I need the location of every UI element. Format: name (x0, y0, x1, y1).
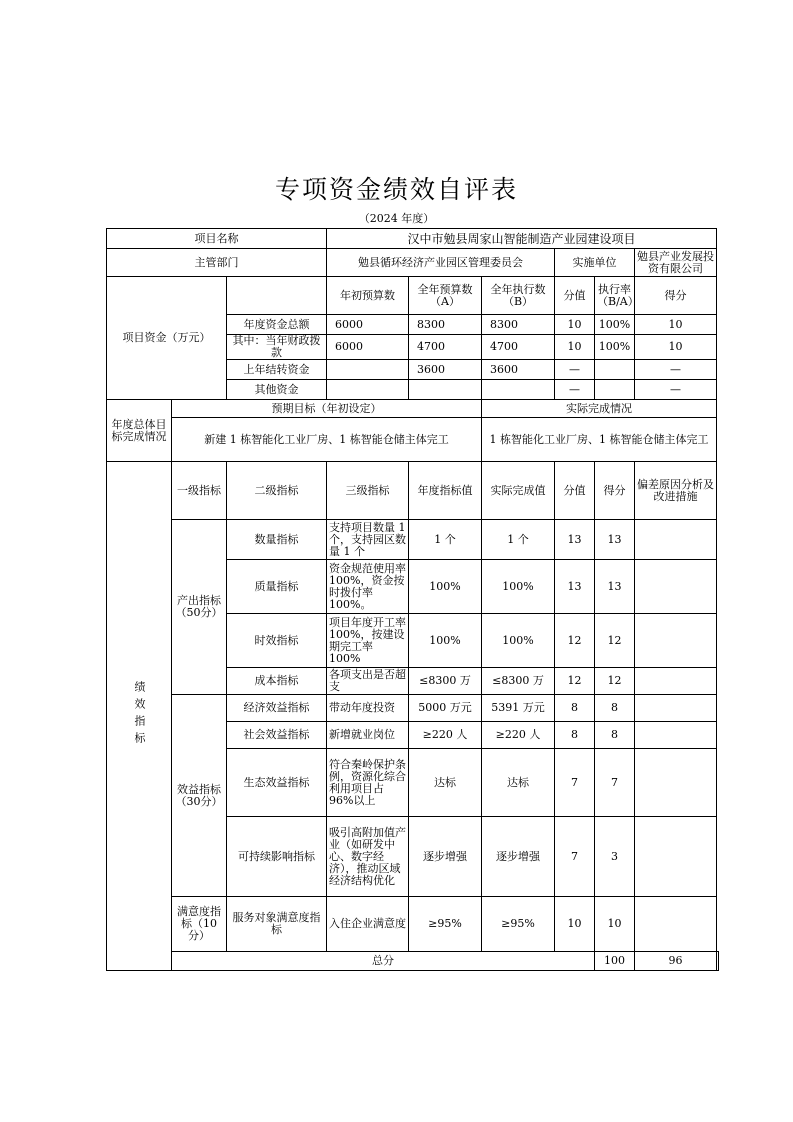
indicator-row (107, 520, 719, 560)
indicator-row (107, 897, 719, 952)
funds-cell: — (635, 360, 717, 380)
got-cell: 3 (595, 817, 635, 897)
actual-cell: 5391 万元 (482, 695, 555, 722)
score-cell: 13 (555, 560, 595, 614)
expected-goal: 新建 1 栋智能化工业厂房、1 栋智能仓储主体完工 (172, 418, 482, 462)
level1-cell: 效益指标（30分） (172, 695, 227, 897)
funds-cell: 3600 (482, 360, 555, 380)
actual-cell: 达标 (482, 749, 555, 817)
actual-goal: 1 栋智能化工业厂房、1 栋智能仓储主体完工 (482, 418, 717, 462)
project-name: 汉中市勉县周家山智能制造产业园建设项目 (327, 229, 717, 249)
level3-cell: 各项支出是否超支 (327, 668, 409, 695)
score-cell: 7 (555, 817, 595, 897)
target-cell: 1 个 (409, 520, 482, 560)
score-cell: 13 (555, 520, 595, 560)
indicator-row (107, 695, 719, 722)
funds-cell: 10 (555, 315, 595, 335)
level3-cell: 吸引高附加值产业（如研发中心、数字经济），推动区域经济结构优化 (327, 817, 409, 897)
page-title: 专项资金绩效自评表 (274, 175, 518, 204)
level2-cell: 数量指标 (227, 520, 327, 560)
funds-cell (482, 380, 555, 400)
funds-cell: 100% (595, 315, 635, 335)
funds-row-name: 其他资金 (227, 380, 327, 400)
funds-cell: 4700 (482, 335, 555, 360)
reason-cell (635, 695, 717, 722)
target-cell: ≥95% (409, 897, 482, 952)
ind-header: 得分 (595, 462, 635, 520)
level2-cell: 时效指标 (227, 614, 327, 668)
actual-cell: ≥220 人 (482, 722, 555, 749)
got-cell: 12 (595, 668, 635, 695)
level2-cell: 成本指标 (227, 668, 327, 695)
target-cell: 100% (409, 614, 482, 668)
reason-cell (635, 614, 717, 668)
dept-label: 主管部门 (107, 249, 327, 277)
funds-row-name: 其中：当年财政拨款 (227, 335, 327, 360)
funds-cell: — (555, 360, 595, 380)
indicators-label: 绩效指标 (107, 462, 172, 971)
funds-cell (595, 360, 635, 380)
level1-cell: 产出指标（50分） (172, 520, 227, 695)
evaluation-table (106, 228, 719, 971)
score-cell: 8 (555, 695, 595, 722)
goals-label: 年度总体目标完成情况 (107, 400, 172, 462)
reason-cell (635, 560, 717, 614)
project-name-label: 项目名称 (107, 229, 327, 249)
expected-header: 预期目标（年初设定） (172, 400, 482, 418)
funds-cell: 10 (555, 335, 595, 360)
funds-cell: 8300 (409, 315, 482, 335)
actual-cell: ≤8300 万 (482, 668, 555, 695)
level3-cell: 符合秦岭保护条例，资源化综合利用项目占 96%以上 (327, 749, 409, 817)
funds-cell (409, 380, 482, 400)
funds-row-name: 上年结转资金 (227, 360, 327, 380)
ind-header: 三级指标 (327, 462, 409, 520)
reason-cell (635, 749, 717, 817)
reason-cell (635, 668, 717, 695)
funds-cell: — (555, 380, 595, 400)
funds-cell: 10 (635, 315, 717, 335)
funds-header: 得分 (635, 277, 717, 315)
funds-cell (327, 360, 409, 380)
funds-header: 执行率（B/A） (595, 277, 635, 315)
level3-cell: 入住企业满意度 (327, 897, 409, 952)
target-cell: ≥220 人 (409, 722, 482, 749)
ind-header: 一级指标 (172, 462, 227, 520)
got-cell: 12 (595, 614, 635, 668)
level2-cell: 服务对象满意度指标 (227, 897, 327, 952)
funds-cell: — (635, 380, 717, 400)
funds-cell (327, 380, 409, 400)
ind-header: 实际完成值 (482, 462, 555, 520)
level3-cell: 带动年度投资 (327, 695, 409, 722)
target-cell: 100% (409, 560, 482, 614)
funds-label: 项目资金（万元） (107, 277, 227, 400)
funds-cell: 4700 (409, 335, 482, 360)
reason-cell (635, 722, 717, 749)
funds-cell (595, 380, 635, 400)
target-cell: 逐步增强 (409, 817, 482, 897)
unit-value: 勉县产业发展投资有限公司 (635, 249, 717, 277)
funds-cell: 6000 (327, 315, 409, 335)
level2-cell: 社会效益指标 (227, 722, 327, 749)
funds-header: 分值 (555, 277, 595, 315)
target-cell: 达标 (409, 749, 482, 817)
reason-cell (635, 817, 717, 897)
funds-cell: 100% (595, 335, 635, 360)
ind-header: 年度指标值 (409, 462, 482, 520)
year-note: （2024 年度） (358, 212, 435, 225)
got-cell: 7 (595, 749, 635, 817)
level1-cell: 满意度指标（10分） (172, 897, 227, 952)
level3-cell: 资金规范使用率 100%，资金按时拨付率 100%。 (327, 560, 409, 614)
target-cell: 5000 万元 (409, 695, 482, 722)
got-cell: 8 (595, 695, 635, 722)
got-cell: 13 (595, 560, 635, 614)
unit-label: 实施单位 (555, 249, 635, 277)
ind-header: 分值 (555, 462, 595, 520)
funds-cell: 10 (635, 335, 717, 360)
score-cell: 7 (555, 749, 595, 817)
got-cell: 8 (595, 722, 635, 749)
level3-cell: 项目年度开工率 100%，按建设期完工率 100% (327, 614, 409, 668)
ind-header: 二级指标 (227, 462, 327, 520)
reason-cell (635, 897, 717, 952)
got-cell: 13 (595, 520, 635, 560)
total-score: 100 (595, 952, 635, 971)
total-label: 总分 (172, 952, 595, 971)
level3-cell: 新增就业岗位 (327, 722, 409, 749)
actual-cell: 100% (482, 560, 555, 614)
funds-cell: 3600 (409, 360, 482, 380)
score-cell: 8 (555, 722, 595, 749)
level3-cell: 支持项目数量 1 个，支持园区数量 1 个 (327, 520, 409, 560)
actual-cell: 逐步增强 (482, 817, 555, 897)
actual-cell: ≥95% (482, 897, 555, 952)
level2-cell: 质量指标 (227, 560, 327, 614)
ind-header: 偏差原因分析及改进措施 (635, 462, 717, 520)
dept-value: 勉县循环经济产业园区管理委员会 (327, 249, 555, 277)
score-cell: 10 (555, 897, 595, 952)
actual-cell: 100% (482, 614, 555, 668)
score-cell: 12 (555, 668, 595, 695)
level2-cell: 生态效益指标 (227, 749, 327, 817)
actual-cell: 1 个 (482, 520, 555, 560)
funds-header: 全年预算数（A） (409, 277, 482, 315)
level2-cell: 经济效益指标 (227, 695, 327, 722)
target-cell: ≤8300 万 (409, 668, 482, 695)
total-row (107, 952, 719, 971)
funds-cell: 6000 (327, 335, 409, 360)
funds-header: 年初预算数 (327, 277, 409, 315)
reason-cell (635, 520, 717, 560)
score-cell: 12 (555, 614, 595, 668)
funds-header: 全年执行数（B） (482, 277, 555, 315)
level2-cell: 可持续影响指标 (227, 817, 327, 897)
funds-row-name: 年度资金总额 (227, 315, 327, 335)
got-cell: 10 (595, 897, 635, 952)
total-got: 96 (635, 952, 717, 971)
actual-header: 实际完成情况 (482, 400, 717, 418)
funds-cell: 8300 (482, 315, 555, 335)
